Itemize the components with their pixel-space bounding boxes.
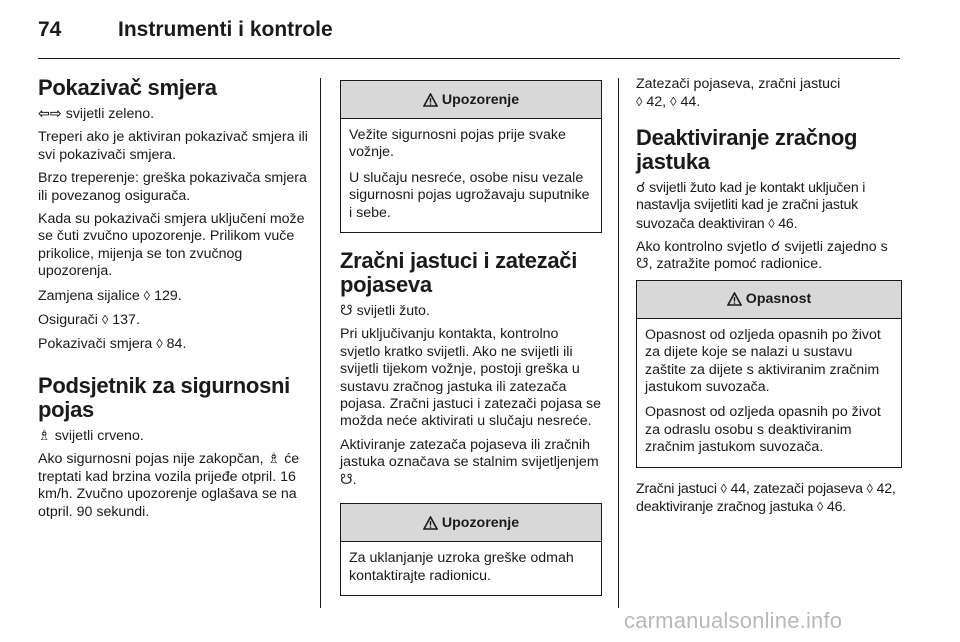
airbag-icon: ☋ (636, 256, 649, 273)
chapter-title: Instrumenti i kontrole (118, 18, 333, 41)
turn-signal-icon: ⇦⇨ (38, 106, 62, 122)
warning-box-body (341, 542, 601, 595)
column-1 (38, 76, 310, 527)
airbag-off-icon: ☌ (770, 239, 781, 256)
paragraph: Kada su pokazivači smjera uključeni može se čuti zvučno upozorenje. Prilikom vuče prikolice, mijenja se ton zvučnog upozorenja. (38, 211, 305, 280)
section-heading: Deaktiviranje zračnog jastuka (636, 124, 858, 174)
ref-icon: ◊ (156, 336, 163, 352)
column-3 (636, 76, 902, 523)
paragraph: ☌ svijetli žuto kad je kontakt uključen i nastavlja svijetliti kad je zračni jastuk suvozača deaktiviran ◊ 46. (636, 179, 866, 232)
column-divider-1 (320, 78, 321, 608)
ref-icon: ◊ (768, 215, 775, 231)
danger-box-body (637, 319, 901, 467)
warning-box-body (341, 119, 601, 232)
cross-reference[interactable]: Pokazivači smjera ◊ 84. (38, 336, 187, 353)
paragraph: Za uklanjanje uzroka greške odmah kontaktirajte radionicu. (349, 550, 574, 584)
paragraph: Brzo treperenje: greška pokazivača smjera ili povezanog osigurača. (38, 170, 307, 204)
warning-title: Upozorenje (441, 514, 520, 531)
warning-title: Upozorenje (441, 91, 520, 108)
ref-icon: ◊ (101, 312, 109, 328)
column-2 (340, 76, 602, 606)
paragraph: Pri uključivanju kontakta, kontrolno svjetlo kratko svijetli. Ako ne svijetli ili svijetli tijekom vožnje, postoji greška u sustavu zračnog jastuka ili zatezača pojasa. Zračni jastuci i zatezači pojasa se možda neće aktivirati u slučaju nesreće. (340, 326, 602, 430)
paragraph: ♗ svijetli crveno. (38, 427, 144, 444)
ref-icon: ◊ (720, 480, 727, 496)
page-number: 74 (38, 18, 62, 41)
paragraph: Opasnost od ozljeda opasnih po život za dijete koje se nalazi u sustavu zaštite za dijete s aktiviranim zračnim jastukom suvozača. (645, 326, 881, 396)
seatbelt-icon: ♗ (38, 427, 51, 444)
danger-box-header (637, 281, 901, 319)
cross-reference[interactable]: Zatezači pojaseva, zračni jastuci ◊ 42, ◊ 44. (636, 76, 841, 111)
ref-icon: ◊ (636, 94, 643, 110)
section-turn-signal (38, 76, 310, 354)
cross-reference[interactable]: Zamjena sijalice ◊ 129. (38, 287, 182, 304)
column-divider-2 (618, 78, 619, 608)
warning-box-header (341, 81, 601, 119)
ref-icon: ◊ (866, 480, 873, 496)
warning-triangle-icon (423, 93, 438, 107)
paragraph: ⇦⇨ svijetli zeleno. (38, 106, 155, 122)
watermark: carmanualsonline.info (624, 608, 843, 633)
paragraph: Vežite sigurnosni pojas prije svake vožnje. (349, 127, 566, 161)
section-airbags (340, 249, 602, 489)
danger-box (636, 280, 902, 468)
warning-box-header (341, 504, 601, 542)
section-heading: Pokazivač smjera (38, 75, 217, 100)
ref-icon: ◊ (816, 499, 824, 515)
paragraph: ☋ svijetli žuto. (340, 303, 430, 320)
paragraph: Aktiviranje zatezača pojaseva ili zračnih jastuka označava se stalnim svijetljenjem ☋. (340, 436, 599, 488)
warning-box (340, 80, 602, 233)
cross-reference[interactable]: Osigurači ◊ 137. (38, 312, 140, 329)
airbag-off-icon: ☌ (636, 179, 646, 196)
warning-triangle-icon (423, 516, 438, 530)
danger-title: Opasnost (745, 291, 812, 308)
paragraph: Ako sigurnosni pojas nije zakopčan, ♗ će treptati kad brzina vozila prijeđe otpril. 16 km/h. Zvučno upozorenje oglašava se na otpril. 90 sekundi. (38, 451, 300, 520)
airbag-icon: ☋ (340, 471, 353, 488)
seatbelt-icon: ♗ (267, 451, 281, 468)
section-airbag-deactivation (636, 126, 902, 274)
ref-icon: ◊ (670, 94, 677, 110)
paragraph: Opasnost od ozljeda opasnih po život za odraslu osobu s deaktiviranim zračnim jastukom suvozača. (645, 404, 881, 456)
page-header (38, 18, 918, 58)
paragraph: Treperi ako je aktiviran pokazivač smjera ili svi pokazivači smjera. (38, 129, 308, 163)
section-heading: Podsjetnik za sigurnosni pojas (38, 372, 290, 422)
header-divider (38, 58, 900, 59)
paragraph: Ako kontrolno svjetlo ☌ svijetli zajedno s ☋, zatražite pomoć radionice. (636, 239, 888, 273)
paragraph: U slučaju nesreće, osobe nisu vezale sigurnosni pojas ugrožavaju suputnike i sebe. (349, 169, 590, 221)
section-heading: Zračni jastuci i zatezači pojaseva (340, 248, 578, 298)
ref-icon: ◊ (143, 287, 151, 303)
warning-box (340, 503, 602, 596)
section-seatbelt-reminder (38, 374, 310, 521)
cross-reference[interactable]: Zračni jastuci ◊ 44, zatezači pojaseva ◊ 42, deaktiviranje zračnog jastuka ◊ 46. (636, 480, 896, 516)
warning-triangle-icon (727, 292, 742, 306)
airbag-icon: ☋ (340, 303, 353, 320)
